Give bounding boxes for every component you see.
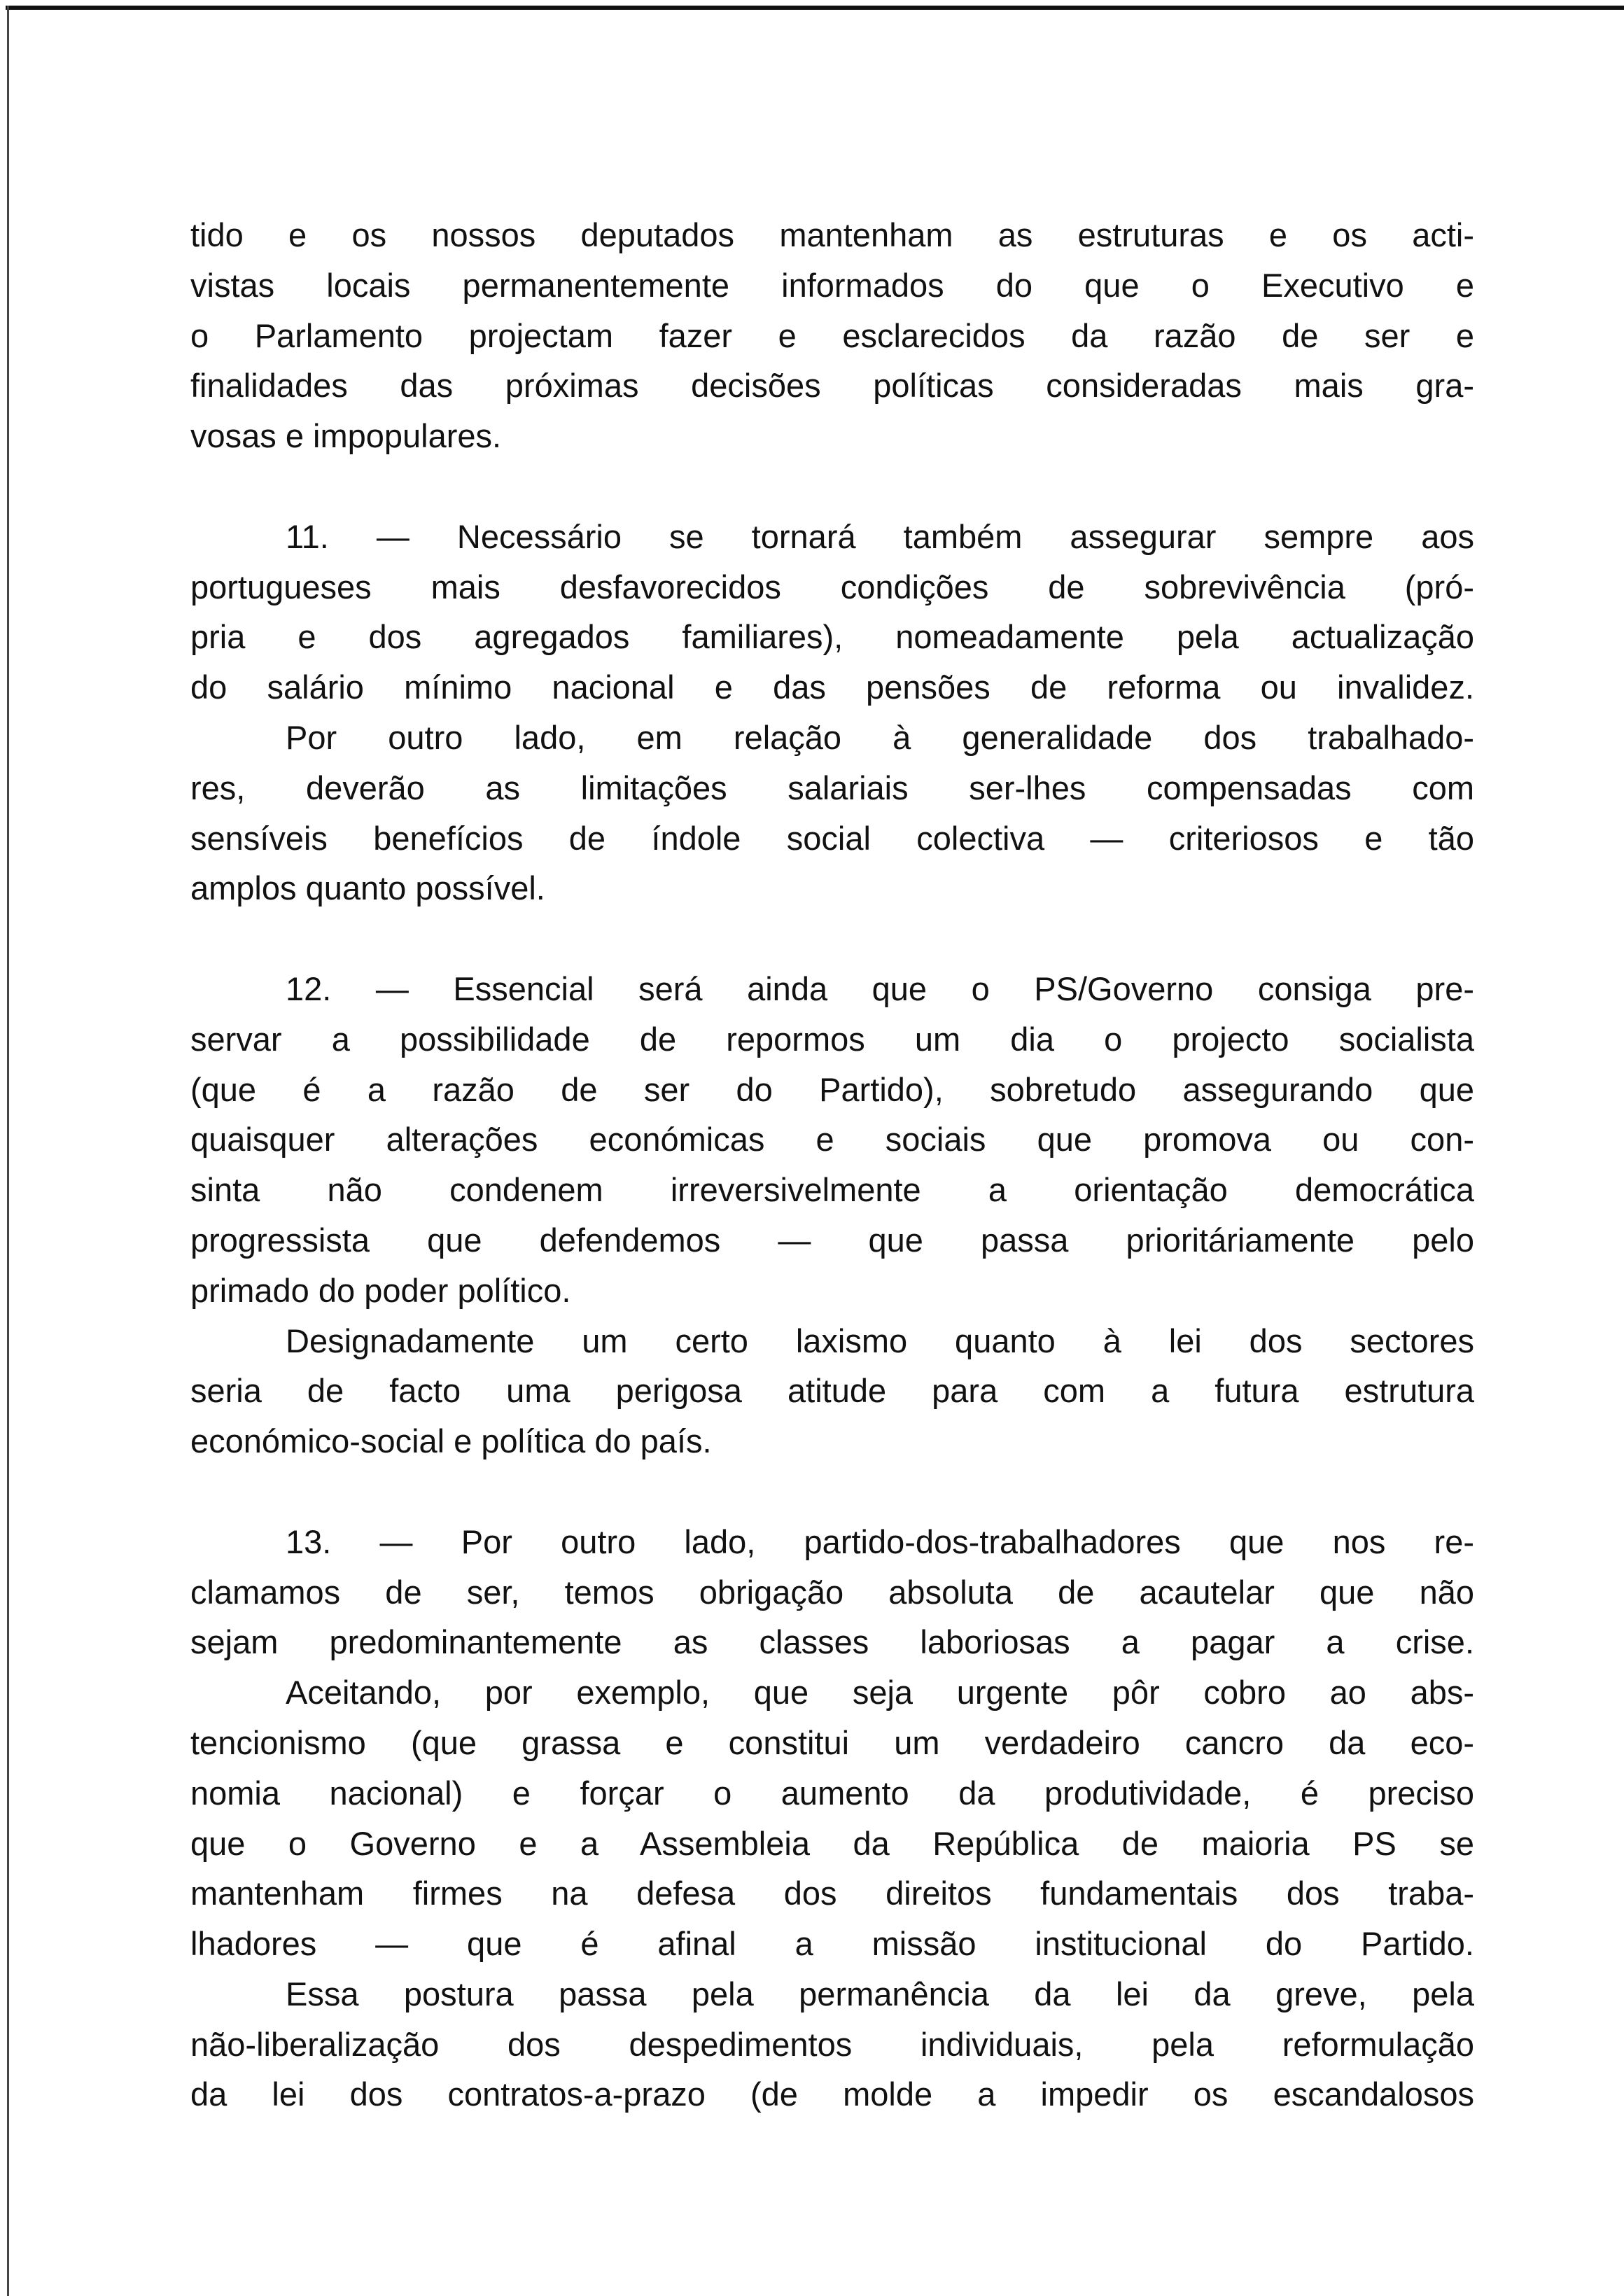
- paragraph: [190, 1316, 1474, 1466]
- text-line: que o Governo e a Assembleia da República de maioria PS se: [190, 1824, 1474, 1862]
- text-line: sinta não condenem irreversivelmente a orientação democrática: [190, 1171, 1474, 1209]
- text-line: 11. — Necessário se tornará também assegurar sempre aos: [286, 517, 1474, 555]
- text-line: lhadores — que é afinal a missão institucional do Partido.: [190, 1925, 1474, 1963]
- paragraph-gap: [190, 461, 1474, 512]
- page-left-border: [7, 6, 9, 2296]
- text-line: da lei dos contratos-a-prazo (de molde a impedir os escandalosos: [190, 2076, 1474, 2113]
- text-line: tido e os nossos deputados mantenham as estruturas e os acti-: [190, 216, 1474, 253]
- text-line: sensíveis benefícios de índole social colectiva — criteriosos e tão: [190, 819, 1474, 857]
- document-body: [190, 210, 1474, 2120]
- text-line: o Parlamento projectam fazer e esclarecidos da razão de ser e: [190, 316, 1474, 354]
- text-line: nomia nacional) e forçar o aumento da produtividade, é preciso: [190, 1774, 1474, 1812]
- text-line: seria de facto uma perigosa atitude para com a futura estrutura: [190, 1372, 1474, 1410]
- text-line: 12. — Essencial será ainda que o PS/Governo consiga pre-: [286, 969, 1474, 1007]
- text-line: servar a possibilidade de repormos um dia o projecto socialista: [190, 1020, 1474, 1058]
- text-line: económico-social e política do país.: [190, 1422, 712, 1460]
- paragraph: [190, 1517, 1474, 1667]
- text-line: primado do poder político.: [190, 1271, 571, 1309]
- text-line: mantenham firmes na defesa dos direitos fundamentais dos traba-: [190, 1875, 1474, 1912]
- paragraph: [190, 512, 1474, 713]
- text-line: vosas e impopulares.: [190, 417, 502, 455]
- paragraph: [190, 713, 1474, 913]
- text-line: sejam predominantemente as classes laboriosas a pagar a crise.: [190, 1623, 1474, 1661]
- text-line: Aceitando, por exemplo, que seja urgente pôr cobro ao abs-: [286, 1674, 1474, 1712]
- paragraph-gap: [190, 913, 1474, 964]
- text-line: quaisquer alterações económicas e sociais que promova ou con-: [190, 1121, 1474, 1158]
- paragraph: [190, 964, 1474, 1316]
- paragraph: [190, 210, 1474, 461]
- text-line: não-liberalização dos despedimentos individuais, pela reformulação: [190, 2025, 1474, 2063]
- page-top-border: [6, 6, 1624, 10]
- text-line: finalidades das próximas decisões políticas consideradas mais gra-: [190, 367, 1474, 405]
- text-line: Essa postura passa pela permanência da lei da greve, pela: [286, 1975, 1474, 2012]
- text-line: amplos quanto possível.: [190, 869, 545, 907]
- paragraph-gap: [190, 1466, 1474, 1517]
- text-line: clamamos de ser, temos obrigação absoluta de acautelar que não: [190, 1573, 1474, 1611]
- text-line: portugueses mais desfavorecidos condições de sobrevivência (pró-: [190, 568, 1474, 606]
- text-line: res, deverão as limitações salariais ser-lhes compensadas com: [190, 769, 1474, 806]
- text-line: do salário mínimo nacional e das pensões de reforma ou invalidez.: [190, 668, 1474, 706]
- text-line: tencionismo (que grassa e constitui um verdadeiro cancro da eco-: [190, 1723, 1474, 1761]
- text-line: progressista que defendemos — que passa prioritáriamente pelo: [190, 1221, 1474, 1259]
- text-line: Designadamente um certo laxismo quanto à lei dos sectores: [286, 1322, 1474, 1359]
- paragraph: [190, 1969, 1474, 2120]
- text-line: pria e dos agregados familiares), nomeadamente pela actualização: [190, 618, 1474, 656]
- text-line: (que é a razão de ser do Partido), sobretudo assegurando que: [190, 1070, 1474, 1108]
- text-line: vistas locais permanentemente informados do que o Executivo e: [190, 266, 1474, 304]
- text-line: 13. — Por outro lado, partido-dos-trabalhadores que nos re-: [286, 1522, 1474, 1560]
- paragraph: [190, 1667, 1474, 1969]
- text-line: Por outro lado, em relação à generalidade dos trabalhado-: [286, 718, 1474, 756]
